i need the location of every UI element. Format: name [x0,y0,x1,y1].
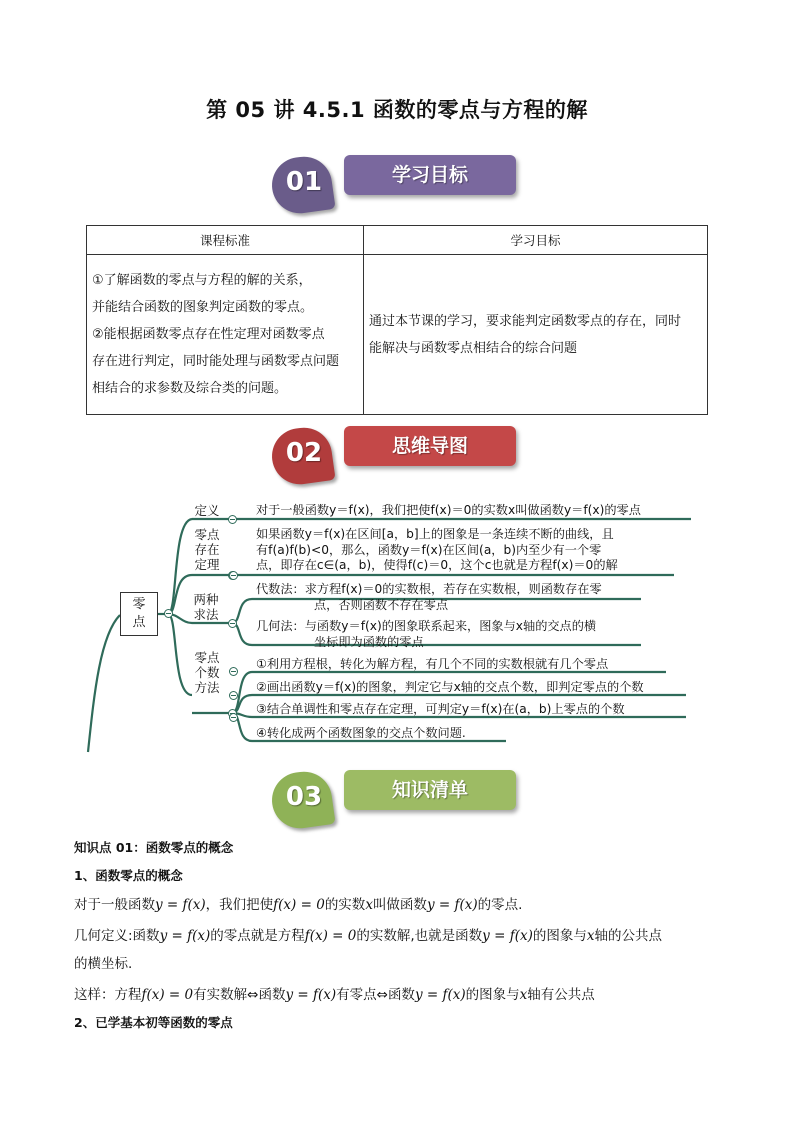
text-fragment: 的实数 [324,897,366,913]
root-label: 零点 [132,597,146,630]
collapse-toggle-icon[interactable] [229,571,238,580]
text-fragment: 几何定义:函数 [74,928,160,944]
page-title: 第 05 讲 4.5.1 函数的零点与方程的解 [206,98,588,122]
knowledge-point-title: 知识点 01：函数零点的概念 [74,840,234,855]
collapse-toggle-icon[interactable] [228,515,237,524]
cell-line: 通过本节课的学习，要求能判定函数零点的存在，同时 [369,313,682,329]
math-expression: f(x) = 0 [141,987,194,1003]
leaf-theorem-line: 点，即存在c∈(a，b)，使得f(c)＝0，这个c也就是方程f(x)＝0的解 [256,558,618,572]
cell-line: 能解决与函数零点相结合的综合问题 [369,340,578,356]
equivalence-symbol: ⇔ [376,987,388,1003]
collapse-toggle-icon[interactable] [229,713,238,722]
text-fragment: 函数 [387,987,415,1003]
math-expression: y = f(x) [482,928,533,944]
branch-existence-theorem: 零点存在定理 [194,527,220,572]
section-label: 知识清单 [391,779,468,801]
text-fragment: 对于一般函数 [74,897,155,913]
leaf-theorem-line: 有f(a)f(b)<0，那么，函数y＝f(x)在区间(a，b)内至少有一个零 [256,543,602,557]
paragraph-definition [74,893,522,913]
text-fragment: 轴的公共点 [594,928,662,944]
table-header-row [87,226,708,255]
cell-line: 并能结合函数的图象判定函数的零点。 [92,300,314,315]
math-expression: f(x) = 0 [304,928,357,944]
leaf-algebraic-method-cont: 点，否则函数不存在零点 [314,598,449,612]
collapse-toggle-icon[interactable] [229,691,238,700]
section-number: 01 [285,167,323,197]
subheading-basic-functions: 2、已学基本初等函数的零点 [74,1015,233,1030]
collapse-toggle-icon[interactable] [164,609,173,618]
section-label-box [344,426,516,466]
section-label-box [344,155,516,195]
cell-line: ①了解函数的零点与方程的解的关系， [92,273,312,288]
table-header-goal: 学习目标 [364,226,708,255]
leaf-geometric-method-cont: 坐标即为函数的零点 [314,635,424,649]
text-fragment: 轴有公共点 [527,987,595,1003]
standard-cell [87,255,364,415]
math-expression: y = f(x) [285,987,337,1003]
section-banner-knowledge [268,770,528,834]
cell-line: 存在进行判定，同时能处理与函数零点问题 [92,354,340,369]
leaf-count-method: ②画出函数y＝f(x)的图象，判定它与x轴的交点个数，即判定零点的个数 [256,680,644,694]
leaf-count-method: ①利用方程根，转化为解方程，有几个不同的实数根就有几个零点 [256,657,609,671]
goal-cell [364,255,708,415]
objectives-table [86,225,708,415]
mindmap-root [120,592,158,636]
leaf-geometric-method: 几何法：与函数y＝f(x)的图象联系起来，图象与x轴的交点的横 [256,619,597,633]
paragraph-equivalence [74,983,595,1003]
math-expression: y = f(x) [159,928,211,944]
branch-definition: 定义 [194,503,220,518]
paragraph-geometric-definition [74,924,662,944]
math-expression: x [519,987,528,1003]
collapse-toggle-icon[interactable] [229,667,238,676]
math-expression: f(x) = 0 [273,897,325,913]
section-banner-objectives [268,155,528,219]
text-fragment: 的图象与 [465,987,520,1003]
text-fragment: 有零点 [336,987,377,1003]
collapse-toggle-icon[interactable] [228,619,237,628]
cell-line: ②能根据函数零点存在性定理对函数零点 [92,327,325,342]
text-fragment: 这样：方程 [74,987,142,1003]
table-header-standard: 课程标准 [87,226,364,255]
branch-count-methods: 零点个数方法 [194,650,220,695]
section-number: 02 [285,438,323,468]
math-expression: y = f(x) [414,987,466,1003]
math-expression: x [586,928,595,944]
branch-two-methods: 两种求法 [193,592,219,622]
text-fragment: ，我们把使 [205,897,274,913]
math-expression: x [365,897,373,913]
mindmap [86,495,706,755]
equivalence-symbol: ⇔ [247,987,259,1003]
subheading-zero-concept: 1、函数零点的概念 [74,868,183,883]
leaf-count-method: ④转化成两个函数图象的交点个数问题. [256,726,466,740]
math-expression: y = f(x) [426,897,478,913]
text-fragment: 的零点就是方程 [210,928,305,944]
section-label: 思维导图 [391,435,468,457]
leaf-algebraic-method: 代数法：求方程f(x)＝0的实数根，若存在实数根，则函数存在零 [256,582,602,596]
paragraph-geometric-definition-cont: 的横坐标. [74,956,133,972]
leaf-theorem-line: 如果函数y＝f(x)在区间[a，b]上的图象是一条连续不断的曲线，且 [256,527,614,541]
section-label-box [344,770,516,810]
cell-line: 相结合的求参数及综合类的问题。 [92,381,288,396]
math-expression: y = f(x) [155,897,206,913]
text-fragment: 叫做函数 [372,897,427,913]
text-fragment: 的图象与 [532,928,587,944]
leaf-definition: 对于一般函数y＝f(x)，我们把使f(x)＝0的实数x叫做函数y＝f(x)的零点 [256,503,641,517]
text-fragment: 的零点. [477,897,523,913]
table-row [87,255,708,415]
section-number: 03 [285,782,323,812]
text-fragment: 函数 [258,987,286,1003]
text-fragment: 的实数解,也就是函数 [356,928,483,944]
section-banner-mindmap [268,426,528,490]
leaf-count-method: ③结合单调性和零点存在定理，可判定y＝f(x)在(a，b)上零点的个数 [256,702,625,716]
section-label: 学习目标 [391,164,468,186]
text-fragment: 有实数解 [193,987,248,1003]
